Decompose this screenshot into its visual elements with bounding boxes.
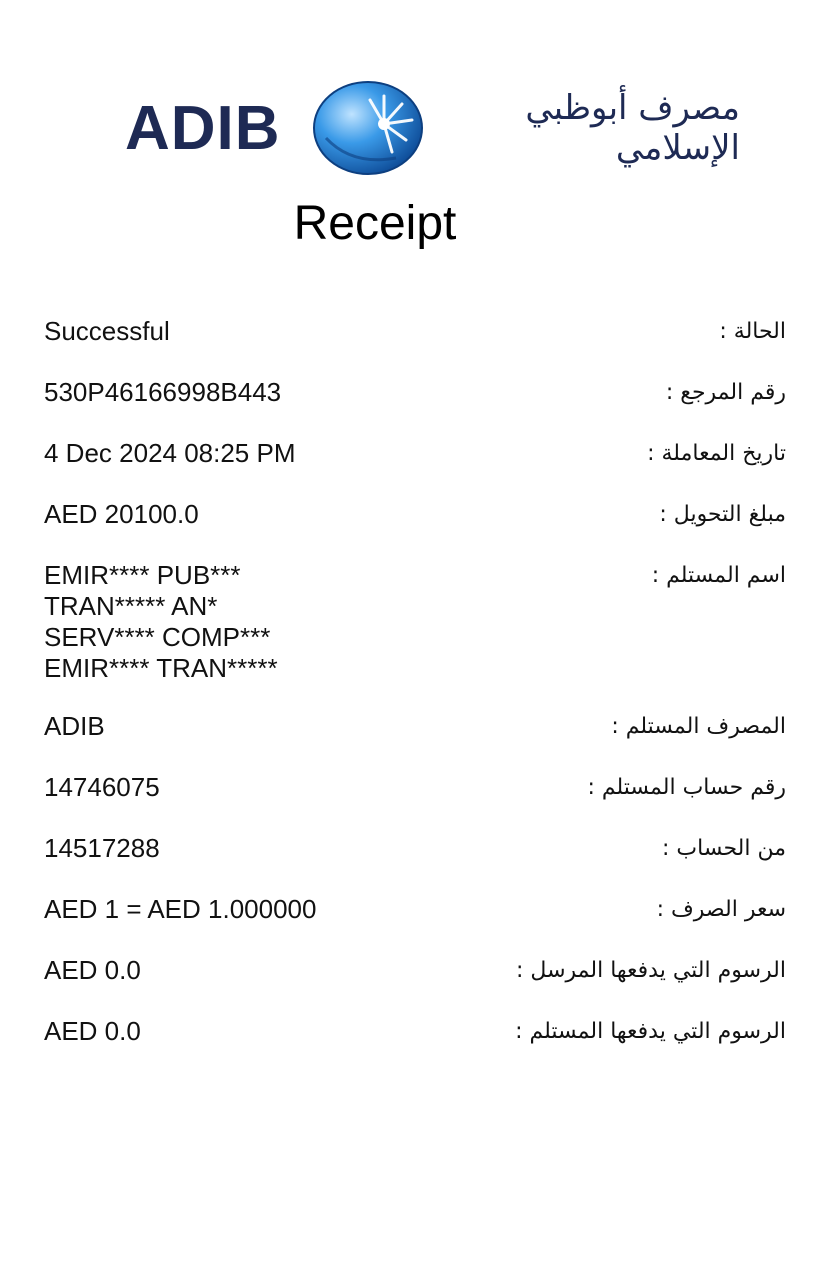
logo-arabic-line1: مصرف أبوظبي bbox=[525, 88, 740, 128]
beneficiary-name-value: EMIR**** PUB*** TRAN***** AN* SERV**** COMP*** EMIR**** TRAN***** bbox=[44, 560, 278, 683]
beneficiary-name-label: اسم المستلم : bbox=[651, 563, 786, 588]
logo-wordmark-latin: ADIB bbox=[125, 94, 281, 163]
beneficiary-bank-label: المصرف المستلم : bbox=[611, 714, 786, 739]
transfer-amount-value: AED 20100.0 bbox=[44, 499, 199, 529]
beneficiary-account-value: 14746075 bbox=[44, 772, 160, 802]
reference-number-label: رقم المرجع : bbox=[665, 380, 786, 405]
from-account-label: من الحساب : bbox=[662, 836, 786, 861]
beneficiary-fees-value: AED 0.0 bbox=[44, 1016, 141, 1046]
transfer-amount-label: مبلغ التحويل : bbox=[659, 502, 786, 527]
logo-wordmark-arabic bbox=[440, 88, 740, 168]
status-value: Successful bbox=[44, 316, 170, 346]
exchange-rate-value: AED 1 = AED 1.000000 bbox=[44, 894, 317, 924]
bank-logo bbox=[0, 78, 828, 178]
beneficiary-fees-label: الرسوم التي يدفعها المستلم : bbox=[515, 1019, 786, 1044]
transaction-date-label: تاريخ المعاملة : bbox=[647, 441, 786, 466]
reference-number-value: 530P46166998B443 bbox=[44, 377, 282, 407]
sender-fees-label: الرسوم التي يدفعها المرسل : bbox=[516, 958, 786, 983]
page-title: Receipt bbox=[293, 197, 457, 250]
beneficiary-bank-value: ADIB bbox=[44, 711, 105, 741]
exchange-rate-label: سعر الصرف : bbox=[656, 897, 786, 922]
transaction-date-value: 4 Dec 2024 08:25 PM bbox=[44, 438, 296, 468]
from-account-value: 14517288 bbox=[44, 833, 160, 863]
beneficiary-account-label: رقم حساب المستلم : bbox=[587, 775, 786, 800]
status-label: الحالة : bbox=[719, 319, 786, 344]
logo-arabic-line2: الإسلامي bbox=[615, 128, 740, 168]
sender-fees-value: AED 0.0 bbox=[44, 955, 141, 985]
adib-globe-icon bbox=[312, 80, 424, 176]
